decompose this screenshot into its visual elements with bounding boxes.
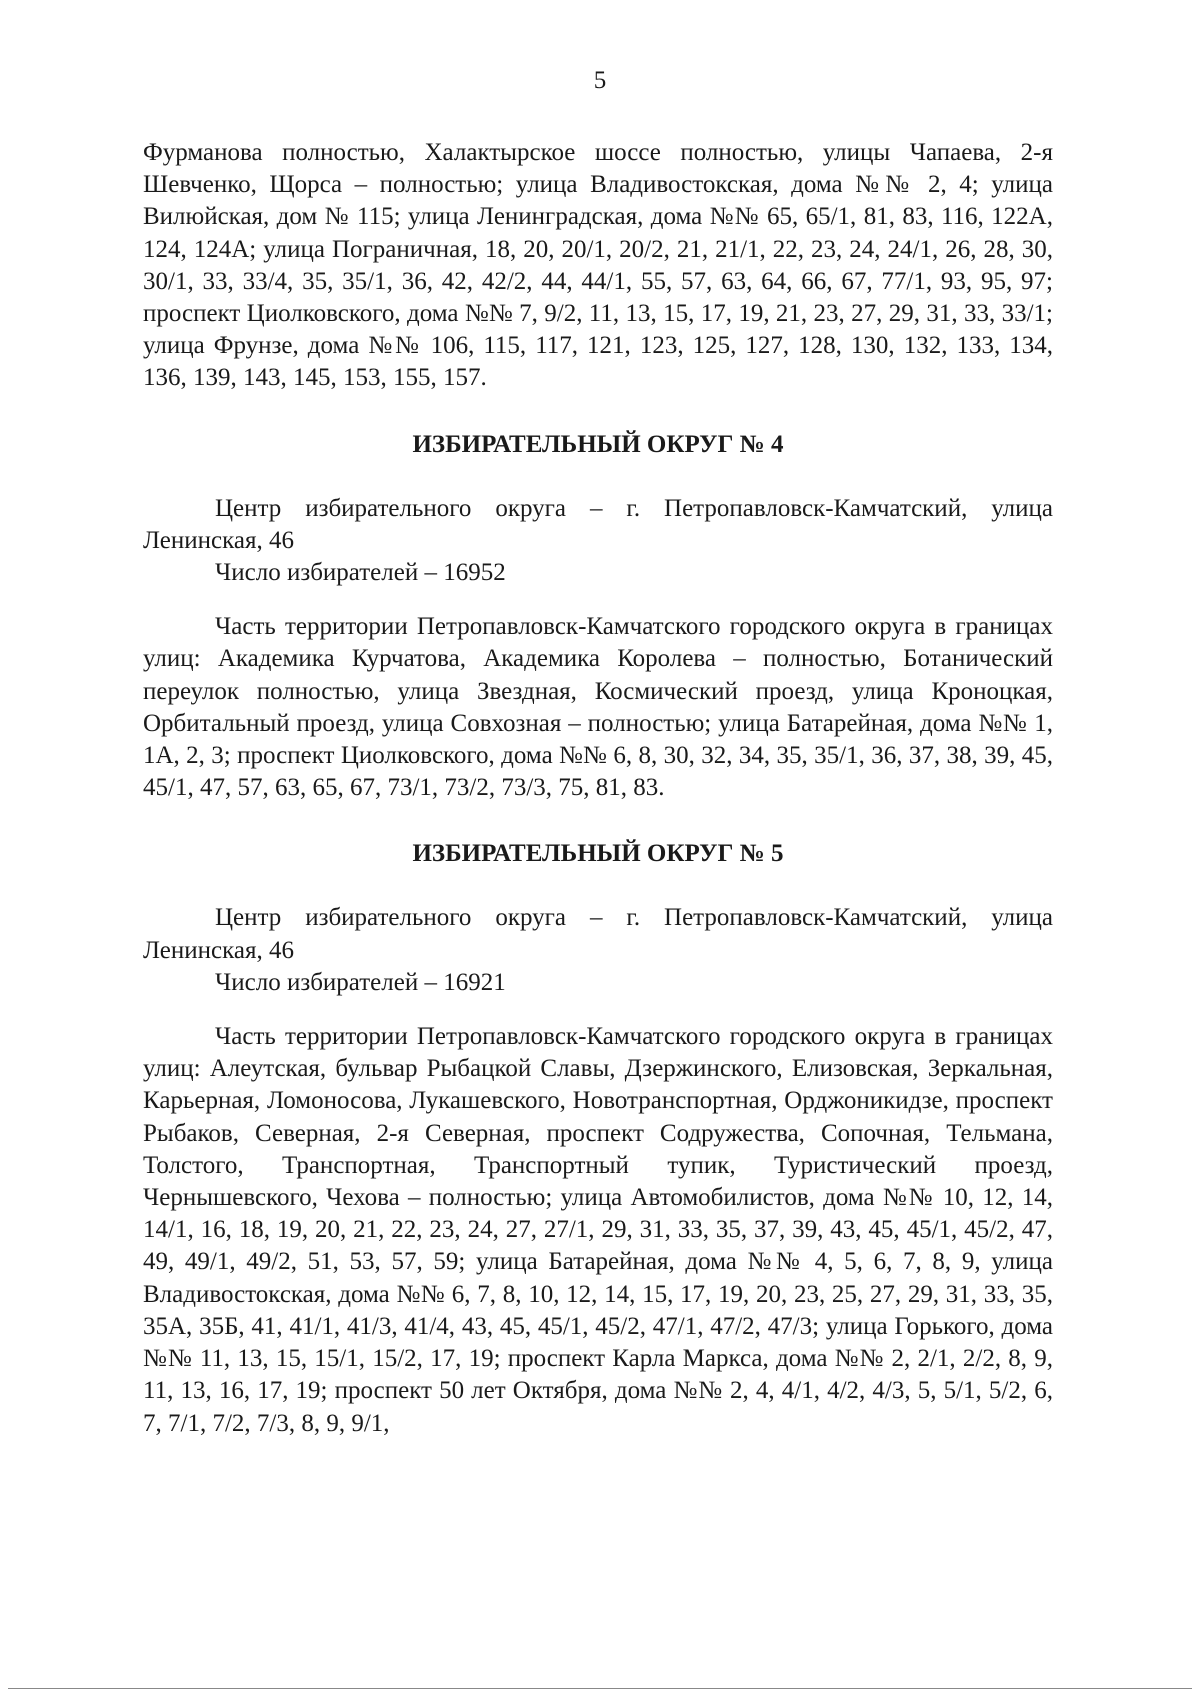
district-5-center: Центр избирательного округа – г. Петропавловск-Камчатский, улица Ленинская, 46	[143, 904, 1053, 964]
page-number: 5	[593, 67, 607, 94]
district-4-center: Центр избирательного округа – г. Петропавловск-Камчатский, улица Ленинская, 46	[143, 494, 1053, 554]
district-4-voters: Число избирателей – 16952	[215, 559, 506, 587]
bottom-divider	[8, 1688, 1192, 1689]
district-5-heading: ИЗБИРАТЕЛЬНЫЙ ОКРУГ № 5	[412, 840, 784, 868]
district-5-voters: Число избирателей – 16921	[215, 968, 506, 996]
district-5-territory: Часть территории Петропавловск-Камчатского городского округа в границах улиц: Алеутская, бульвар Рыбацкой Славы, Дзержинского, Елизовская, Зеркальная, Карьерная, Ломоносова, Лукашевского, Новотранспортная, Орджоникидзе, проспект Рыбаков, Северная, 2-я Северная, проспект Содружества, Сопочная, Тельмана, Толстого, Транспортная, Транспортный тупик, Туристический проезд, Чернышевского, Чехова – полностью; улица Автомобилистов, дома №№ 10, 12, 14, 14/1, 16, 18, 19, 20, 21, 22, 23, 24, 27, 27/1, 29, 31, 33, 35, 37, 39, 43, 45, 45/1, 45/2, 47, 49, 49/1, 49/2, 51, 53, 57, 59; улица Батарейная, дома №№ 4, 5, 6, 7, 8, 9, улица Владивостокская, дома №№ 6, 7, 8, 10, 12, 14, 15, 17, 19, 20, 23, 25, 27, 29, 31, 33, 35, 35А, 35Б, 41, 41/1, 41/3, 41/4, 43, 45, 45/1, 45/2, 47/1, 47/2, 47/3; улица Горького, дома №№ 11, 13, 15, 15/1, 15/2, 17, 19; проспект Карла Маркса, дома №№ 2, 2/1, 2/2, 8, 9, 11, 13, 16, 17, 19; проспект 50 лет Октября, дома №№ 2, 4, 4/1, 4/2, 4/3, 5, 5/1, 5/2, 6, 7, 7/1, 7/2, 7/3, 8, 9, 9/1,	[143, 1023, 1053, 1437]
document-body	[143, 137, 1053, 1440]
opening-paragraph: Фурманова полностью, Халактырское шоссе полностью, улицы Чапаева, 2-я Шевченко, Щорса – полностью; улица Владивостокская, дома №№ 2, 4; улица Вилюйская, дом № 115; улица Ленинградская, дома №№ 65, 65/1, 81, 83, 116, 122А, 124, 124А; улица Пограничная, 18, 20, 20/1, 20/2, 21, 21/1, 22, 23, 24, 24/1, 26, 28, 30, 30/1, 33, 33/4, 35, 35/1, 36, 42, 42/2, 44, 44/1, 55, 57, 63, 64, 66, 67, 77/1, 93, 95, 97; проспект Циолковского, дома №№ 7, 9/2, 11, 13, 15, 17, 19, 21, 23, 27, 29, 31, 33, 33/1; улица Фрунзе, дома №№ 106, 115, 117, 121, 123, 125, 127, 128, 130, 132, 133, 134, 136, 139, 143, 145, 153, 155, 157.	[143, 139, 1053, 392]
district-4-territory: Часть территории Петропавловск-Камчатского городского округа в границах улиц: Академика Курчатова, Академика Королева – полностью, Ботанический переулок полностью, улица Звездная, Космический проезд, улица Кроноцкая, Орбитальный проезд, улица Совхозная – полностью; улица Батарейная, дома №№ 1, 1А, 2, 3; проспект Циолковского, дома №№ 6, 8, 30, 32, 34, 35, 35/1, 36, 37, 38, 39, 45, 45/1, 47, 57, 63, 65, 67, 73/1, 73/2, 73/3, 75, 81, 83.	[143, 613, 1053, 802]
district-4-heading: ИЗБИРАТЕЛЬНЫЙ ОКРУГ № 4	[412, 430, 784, 458]
